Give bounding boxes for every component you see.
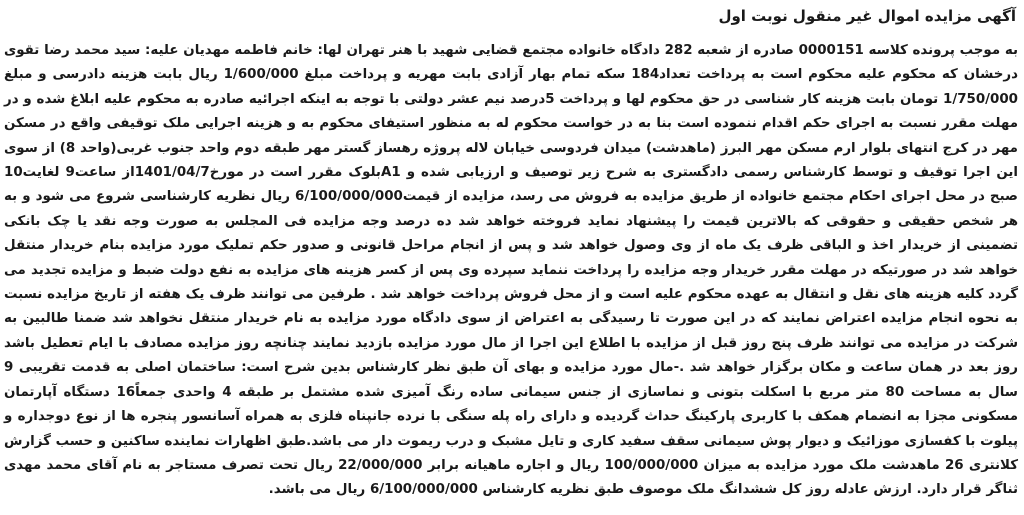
notice-body: به موجب پرونده کلاسه 0000151 صادره از شعبه 282 دادگاه خانواده مجتمع قضایی شهید با هنر تهران لها: خانم فاطمه مهدیان علیه: سید محمد رضا تقوی درخشان که محکوم علیه محکوم است به پرداخت تعداد184 سکه تمام بهار آزادی بابت مهریه و پرداخت مبلغ 1/600/000 ریال بابت هزینه دادرسی و مبلغ 1/750/000 تومان بابت هزینه کار شناسی در حق محکوم لها و پرداخت 5درصد نیم عشر دولتی با توجه به اینکه اجرائیه صادره به محکوم علیه ابلاغ شده و در مهلت مقرر نسبت به اجرای حکم اقدام ننموده است بنا به در خواست محکوم له به منظور استیفای محکوم به و هزینه اجرایی ملک توقیفی واقع در مسکن مهر در کرج انتهای بلوار ارم مسکن مهر البرز (ماهدشت) میدان فردوسی خیابان لاله پروژه رهساز گستر مهر طبقه دوم واحد جنوب غربی(واحد 8) از سوی این اجرا توقیف و توسط کارشناس رسمی دادگستری به شرح زیر توصیف و ارزیابی شده و A1بلوک مقرر است در مورخ1401/04/7از ساعت9 لغایت10 صبح در محل اجرای احکام مجتمع خانواده از طریق مزایده به فروش می رسد، مزایده از قیمت6/100/000/000 ریال نظریه کارشناسی شروع می شود و به هر شخص حقیقی و حقوقی که بالاترین قیمت را پیشنهاد نماید فروخته خواهد شد ده درصد وجه مزایده فی المجلس به صورت وجه نقد یا چک بانکی تضمینی از خریدار اخذ و الباقی ظرف یک ماه از وی وصول خواهد شد و پس از انجام مراحل قانونی و صدور حکم تملیک مورد مزایده بنام خریدار منتقل خواهد شد در صورتیکه در مهلت مقرر خریدار وجه مزایده را پرداخت ننماید سپرده وی پس از کسر هزینه های مزایده به نفع دولت ضبط و مزایده تجدید می گردد کلیه هزینه های نقل و انتقال به عهده محکوم علیه است و از محل فروش پرداخت خواهد شد . طرفین می توانند ظرف یک هفته از تاریخ مزایده نسبت به نحوه انجام مزایده اعتراض نمایند که در این صورت تا رسیدگی به اعتراض از سوی دادگاه مورد مزایده به نام خریدار منتقل نخواهد شد ضمنا طالبین به شرکت در مزایده می توانند ظرف پنج روز قبل از مزایده با اطلاع این اجرا از مال مورد مزایده بازدید نمایند چنانچه روز مزایده مصادف با ایام تعطیل باشد روز بعد در همان ساعت و مکان برگزار خواهد شد .-مال مورد مزایده و بهای آن طبق نظر کارشناس بدین شرح است: ساختمان اصلی به قدمت تقریبی 9 سال به مساحت 80 متر مربع با اسکلت بتونی و نماسازی از جنس سیمانی ساده رنگ آمیزی شده مشتمل بر طبقه 4 واحدی جمعاً16 دستگاه آپارتمان مسکونی مجزا به انضمام همکف با کاربری پارکینگ حداث گردیده و دارای راه پله سنگی با نرده جانپناه فلزی به همراه آسانسور پنجره ها از نوع دوجداره و پیلوت با کفسازی موزائیک و دیوار پوش سیمانی سقف سفید کاری و تایل مشبک و درب ریموت دار می باشد.طبق اظهارات نماینده ساکنین و حسب گزارش کلانتری 26 ماهدشت ملک مورد مزایده به میزان 100/000/000 ریال و اجاره ماهیانه برابر 22/000/000 ریال تحت تصرف مستاجر به نام آقای محمد مهدی ثناگر قرار دارد. ارزش عادله روز کل ششدانگ ملک موصوف طبق نظریه کارشناس 6/100/000/000 ریال می باشد. <box>4 43 1019 498</box>
notice-title: آگهی مزایده اموال غیر منقول نوبت اول <box>718 7 1016 25</box>
auction-notice <box>4 3 1018 503</box>
